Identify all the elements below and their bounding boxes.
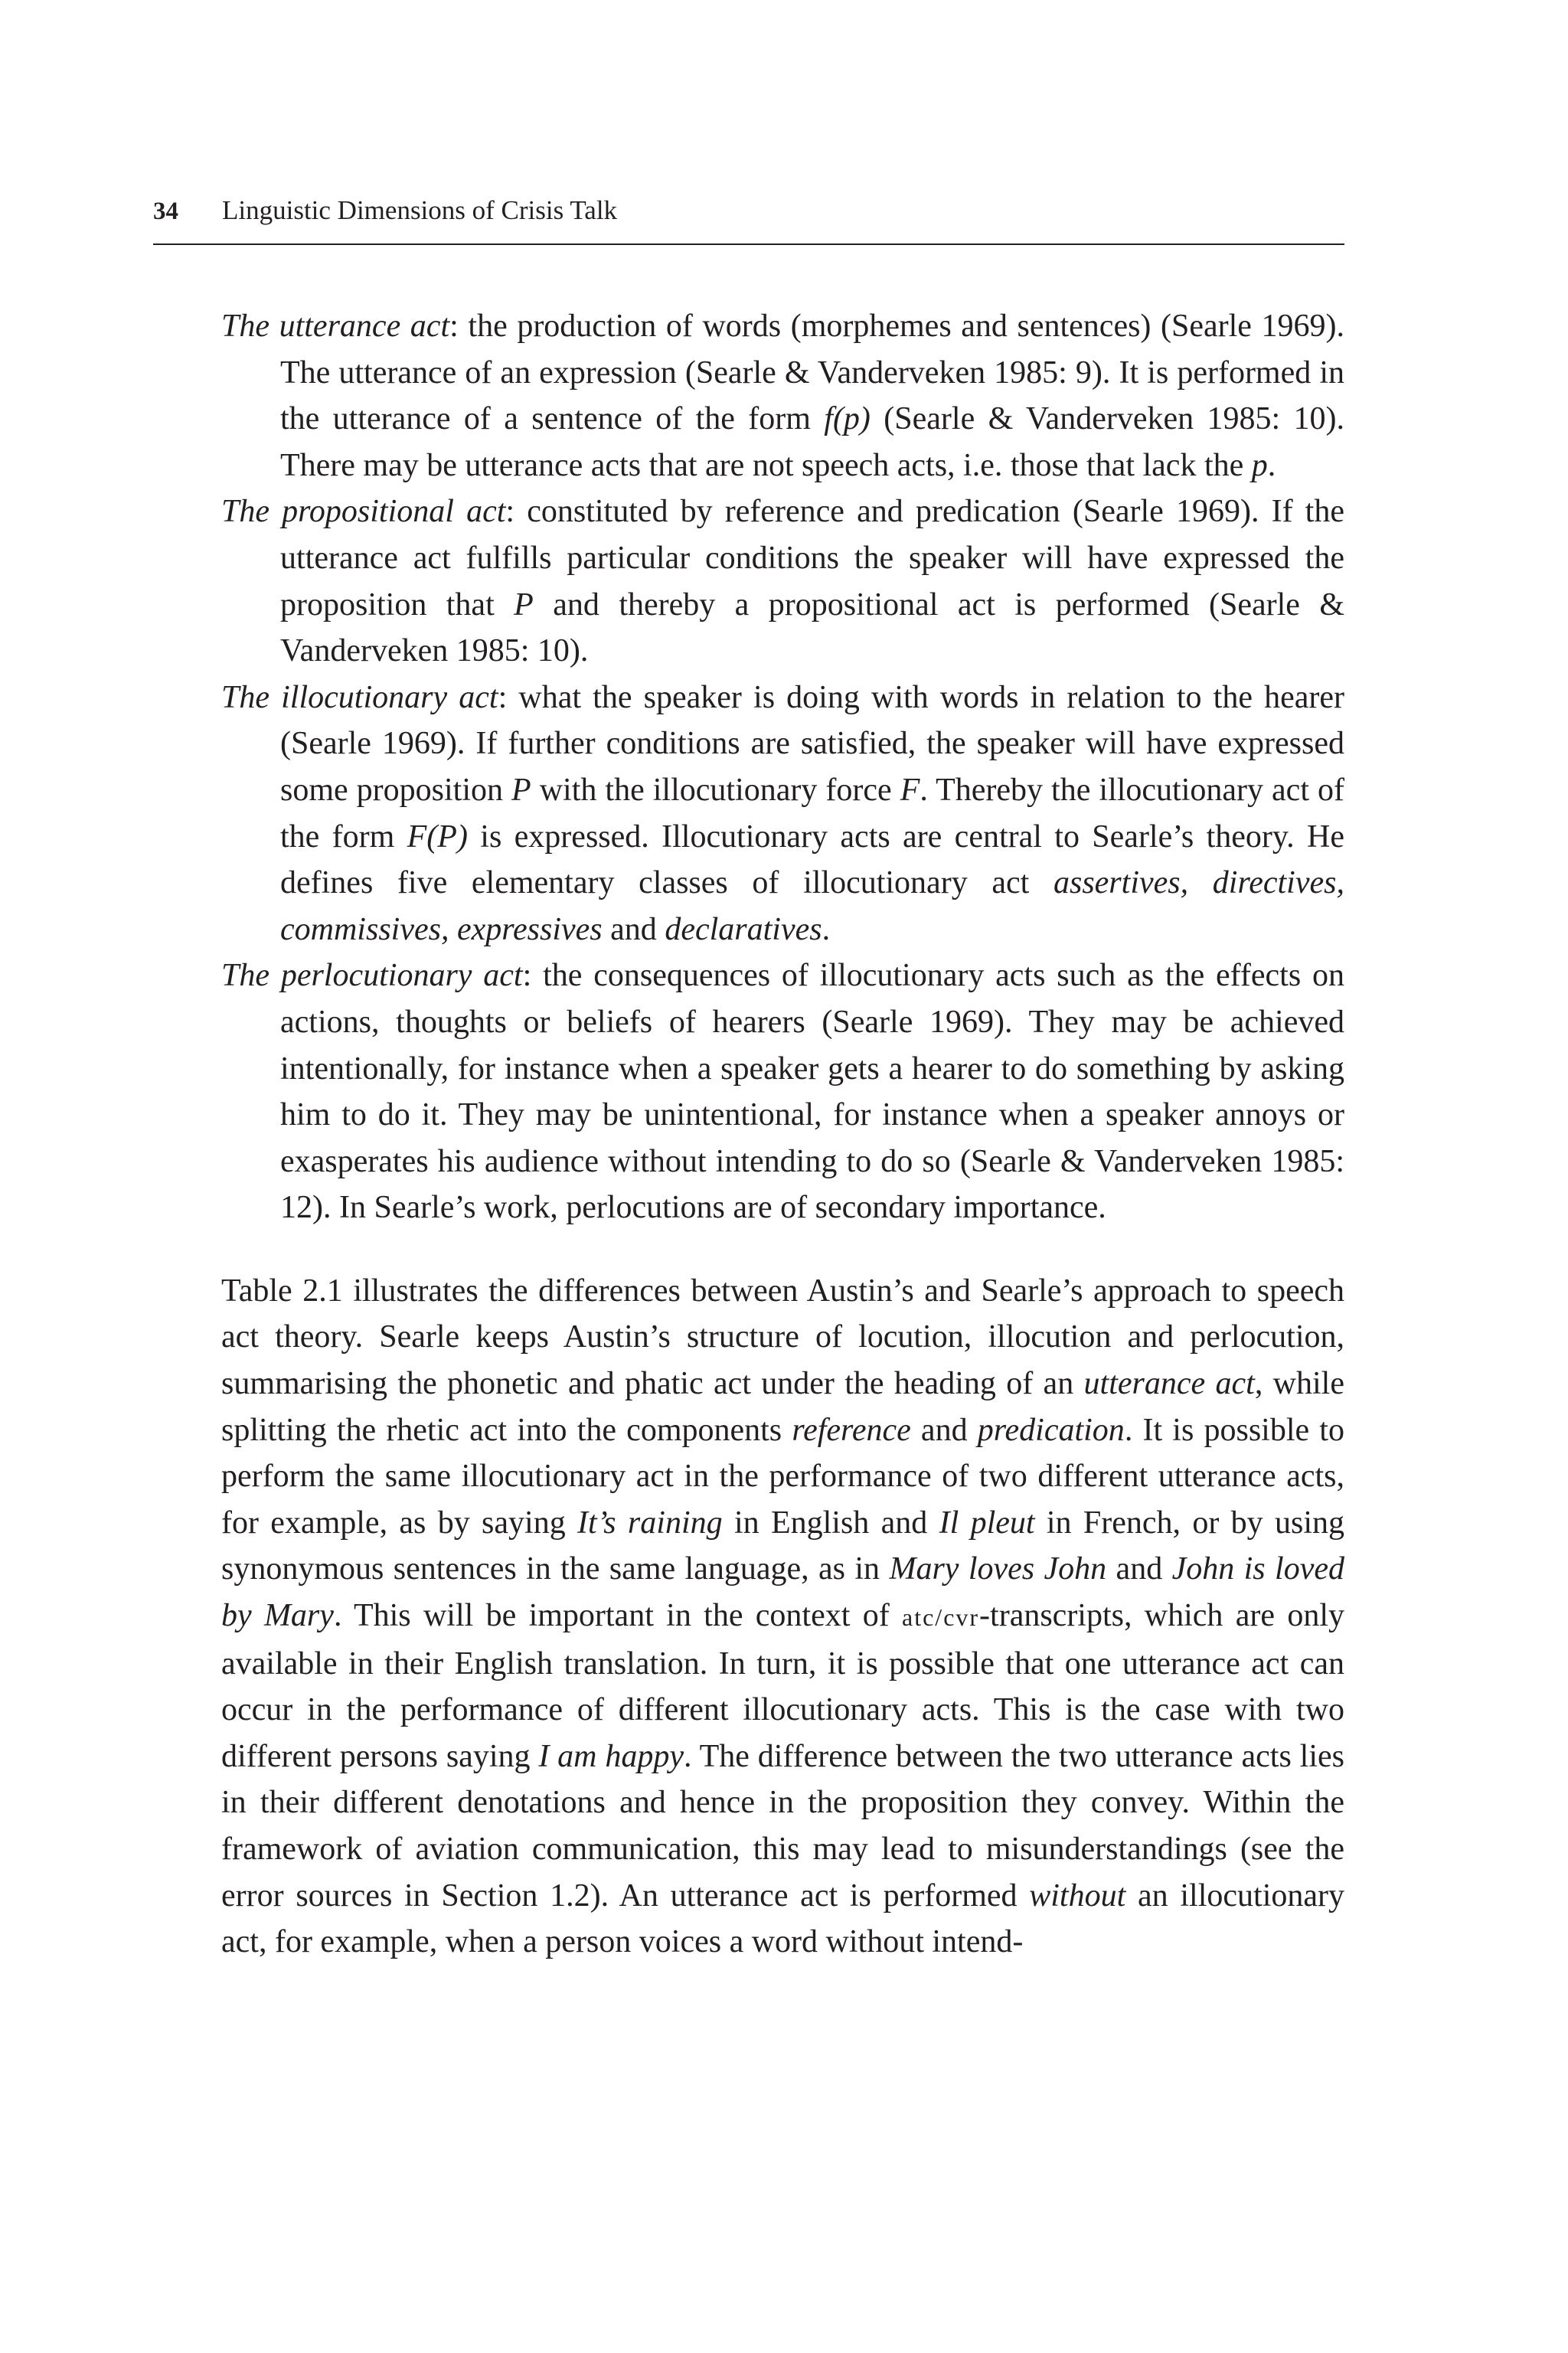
definition-text: (Searle & Vanderveken 1985: 10). There may be utterance acts that are not speech acts, i.e. those that lack the: [280, 401, 1344, 483]
variable: p: [1251, 447, 1268, 483]
definition-term: The propositional act: [221, 494, 506, 530]
formula: F(P): [407, 819, 468, 855]
paragraph-text: and: [1106, 1551, 1172, 1587]
small-caps-acronym: atc/cvr: [902, 1603, 980, 1632]
paragraph-text: in French, or by using synonymous sentences in the same language, as in: [221, 1505, 1344, 1587]
definition-term: The illocutionary act: [221, 679, 498, 715]
definition-text: .: [1267, 447, 1276, 483]
paragraph-text: -transcripts, which are only available in their English translation. In turn, it is possible that one utterance act can occur in the performance of different illocutionary acts. This is the case with two different persons saying: [221, 1598, 1344, 1774]
example-phrase: Mary loves John: [889, 1551, 1107, 1587]
definition-text: the production of words (morphemes and sentences) (Searle 1969). The utterance of an expression (Searle & Vanderveken 1985: 9). It is performed in the utterance of a sentence of the form: [280, 309, 1345, 437]
example-phrase: Il pleut: [939, 1505, 1035, 1541]
paragraph-text: in English and: [722, 1505, 939, 1541]
paragraph-text: . It is possible to perform the same illocutionary act in the performance of two different utterance acts, for example, as by saying: [221, 1412, 1344, 1541]
illocutionary-class-last: declaratives: [665, 911, 822, 947]
definition-separator: :: [449, 309, 469, 344]
formula: f(p): [824, 401, 871, 437]
body-paragraph: [221, 1268, 1344, 1966]
paragraph-text: an illocutionary act, for example, when a person voices a word without intend-: [221, 1877, 1344, 1960]
definition-text: .: [822, 911, 831, 947]
definition-separator: :: [498, 679, 519, 715]
example-phrase: I am happy: [538, 1738, 684, 1774]
definition-text: and thereby a propositional act is performed (Searle & Vanderveken 1985: 10).: [280, 587, 1344, 669]
definition-text: what the speaker is doing with words in relation to the hearer (Searle 1969). If further conditions are satisfied, the speaker will have expressed some proposition: [280, 679, 1344, 808]
variable: P: [514, 587, 534, 623]
paragraph-text: and: [910, 1412, 978, 1448]
paragraph-text: , while splitting the rhetic act into the components: [221, 1366, 1344, 1448]
example-phrase: It’s raining: [577, 1505, 723, 1541]
illocutionary-classes: assertives, directives, commissives, expressives: [280, 865, 1344, 947]
definition-text: and: [602, 911, 665, 947]
paragraph-text: Table 2.1 illustrates the differences between Austin’s and Searle’s approach to speech act theory. Searle keeps Austin’s structure of locution, illocution and perlocution, summarising the phonetic and phatic act under the heading of an: [221, 1273, 1344, 1402]
definition-term: The utterance act: [221, 309, 450, 344]
definition-text: . Thereby the illocutionary act of the form: [280, 772, 1344, 855]
emphasis: utterance act: [1083, 1366, 1255, 1402]
paragraph-text: . This will be important in the context of: [333, 1598, 902, 1634]
page-number: 34: [153, 198, 178, 225]
definition-text: the consequences of illocutionary acts such as the effects on actions, thoughts or beliefs of hearers (Searle 1969). They may be achieved intentionally, for instance when a speaker gets a hearer to do something by asking him to do it. They may be unintentional, for instance when a speaker annoys or exasperates his audience without intending to do so (Searle & Vanderveken 1985: 12). In Searle’s work, perlocutions are of secondary importance.: [280, 958, 1345, 1226]
definition-illocutionary-act: [221, 675, 1344, 953]
definition-perlocutionary-act: [221, 953, 1344, 1231]
definition-separator: :: [505, 494, 528, 530]
definition-text: constituted by reference and predication (Searle 1969). If the utterance act fulfills particular conditions the speaker will have expressed the proposition that: [280, 494, 1344, 623]
header-rule: [153, 243, 1344, 245]
running-title: Linguistic Dimensions of Crisis Talk: [222, 195, 618, 225]
example-phrase: John is loved by Mary: [221, 1551, 1344, 1634]
running-head: [153, 193, 1344, 228]
definition-list: [221, 303, 1344, 1231]
definition-text: is expressed. Illocutionary acts are central to Searle’s theory. He defines five elementary classes of illocutionary act: [280, 819, 1344, 901]
emphasis: without: [1029, 1877, 1126, 1913]
variable: F: [900, 772, 920, 808]
variable: P: [511, 772, 531, 808]
definition-separator: :: [522, 958, 544, 994]
definition-text: with the illocutionary force: [531, 772, 900, 808]
emphasis: predication: [977, 1412, 1125, 1448]
body-text: [221, 303, 1344, 1966]
definition-term: The perlocutionary act: [221, 958, 523, 994]
definition-utterance-act: [221, 303, 1344, 489]
emphasis: reference: [792, 1412, 911, 1448]
definition-propositional-act: [221, 489, 1344, 674]
paragraph-text: . The difference between the two utterance acts lies in their different denotations and hence in the proposition they convey. Within the framework of aviation communication, this may lead to misunderstandings (see the error sources in Section 1.2). An utterance act is performed: [221, 1738, 1344, 1913]
